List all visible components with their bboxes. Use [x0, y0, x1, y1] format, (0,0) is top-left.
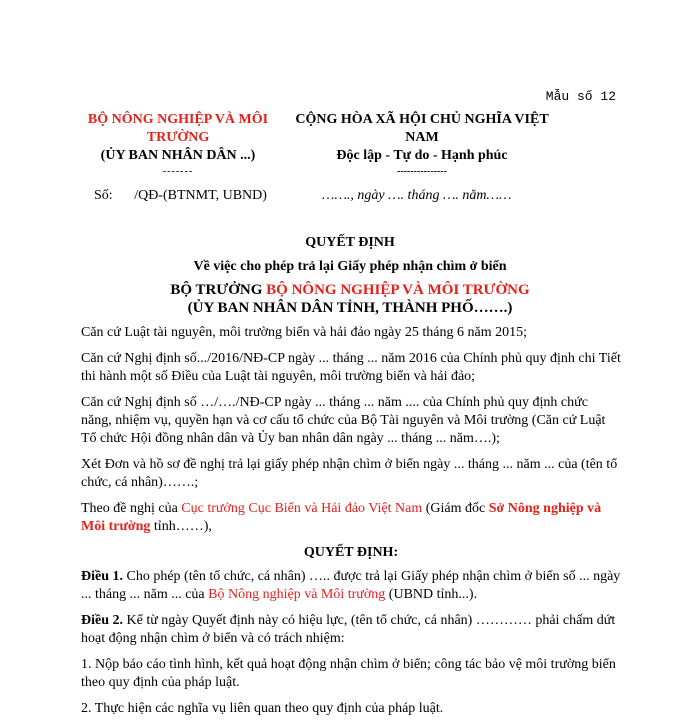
proposal-text-c: tỉnh……), — [150, 519, 212, 534]
proposal-agency-2: Sở Nông nghiệp và Môi trường — [81, 501, 602, 534]
document-subtitle: Về việc cho phép trả lại Giấy phép nhận chìm ở biển — [193, 259, 507, 274]
document-date: ……., ngày …. tháng …. năm…… — [322, 188, 512, 203]
article-2-text: Kể từ ngày Quyết định này có hiệu lực, (tên tổ chức, cá nhân) ………… phải chấm dứt hoạt động nhận chìm ở biển và có trách nhiệm: — [81, 613, 616, 646]
authority-title — [60, 281, 640, 317]
article-1-label: Điều 1. — [81, 569, 123, 584]
article-2-item-2: 2. Thực hiện các nghĩa vụ liên quan theo quy định của pháp luật. — [81, 701, 444, 716]
basis-paragraph-3: Căn cứ Nghị định số …/…./NĐ-CP ngày ... tháng ... năm .... của Chính phủ quy định chức năng, nhiệm vụ, quyền hạn và cơ cấu tổ chức của Bộ Tài nguyên và Môi trường (Căn cứ Luật Tổ chức Hội đồng nhân dân và Ủy ban nhân dân ngày ... tháng ... năm….); — [81, 395, 606, 446]
article-1-text-a: Cho phép (tên tổ chức, cá nhân) ….. được trả lại Giấy phép nhận chìm ở biển số ... ngày ... tháng ... năm ... của — [81, 569, 621, 602]
left-divider: ------- — [162, 166, 194, 177]
proposal-text-a: Theo đề nghị của — [81, 501, 182, 516]
authority-ministry: BỘ NÔNG NGHIỆP VÀ MÔI TRƯỜNG — [266, 282, 530, 298]
committee-name: (ỦY BAN NHÂN DÂN ...) — [100, 148, 256, 163]
authority-committee: (ỦY BAN NHÂN DÂN TỈNH, THÀNH PHỐ…….) — [187, 300, 513, 316]
form-number: Mẫu số 12 — [545, 89, 616, 104]
basis-paragraph-4: Xét Đơn và hồ sơ đề nghị trả lại giấy phép nhận chìm ở biển ngày ... tháng ... năm ... của (tên tổ chức, cá nhân)…….; — [81, 457, 618, 490]
document-body — [81, 324, 621, 726]
right-divider: --------------- — [397, 166, 447, 177]
article-2-item-1: 1. Nộp báo cáo tình hình, kết quả hoạt động nhận chìm ở biển; công tác bảo vệ môi trường biển theo quy định của pháp luật. — [81, 657, 616, 690]
document-number — [94, 188, 314, 204]
article-1-ministry: Bộ Nông nghiệp và Môi trường — [208, 587, 386, 602]
issuing-authority-header — [78, 111, 278, 179]
proposal-agency-1: Cục trưởng Cục Biển và Hải đảo Việt Nam — [181, 501, 423, 516]
basis-paragraph-2: Căn cứ Nghị định số.../2016/NĐ-CP ngày ... tháng ... năm 2016 của Chính phủ quy định chi Tiết thi hành một số Điều của Luật tài nguyên, môi trường biển và hải đảo; — [81, 351, 621, 384]
country-name: CỘNG HÒA XÃ HỘI CHỦ NGHĨA VIỆT NAM — [295, 112, 549, 145]
article-2 — [81, 612, 621, 648]
article-2-label: Điều 2. — [81, 613, 123, 628]
authority-prefix: BỘ TRƯỞNG — [170, 282, 267, 298]
decision-heading: QUYẾT ĐỊNH: — [303, 545, 399, 560]
article-1-text-b: (UBND tỉnh...). — [385, 587, 478, 602]
article-1 — [81, 568, 621, 604]
proposal-text-b: (Giám đốc — [422, 501, 489, 516]
document-number-value: /QĐ-(BTNMT, UBND) — [134, 188, 267, 203]
national-header — [292, 111, 552, 179]
proposal-paragraph — [81, 500, 621, 536]
document-title: QUYẾT ĐỊNH — [305, 235, 395, 250]
basis-paragraph-1: Căn cứ Luật tài nguyên, môi trường biển và hải đảo ngày 25 tháng 6 năm 2015; — [81, 325, 527, 340]
motto: Độc lập - Tự do - Hạnh phúc — [336, 148, 508, 163]
document-number-label: Số: — [94, 188, 113, 203]
ministry-name: BỘ NÔNG NGHIỆP VÀ MÔI TRƯỜNG — [87, 112, 269, 145]
